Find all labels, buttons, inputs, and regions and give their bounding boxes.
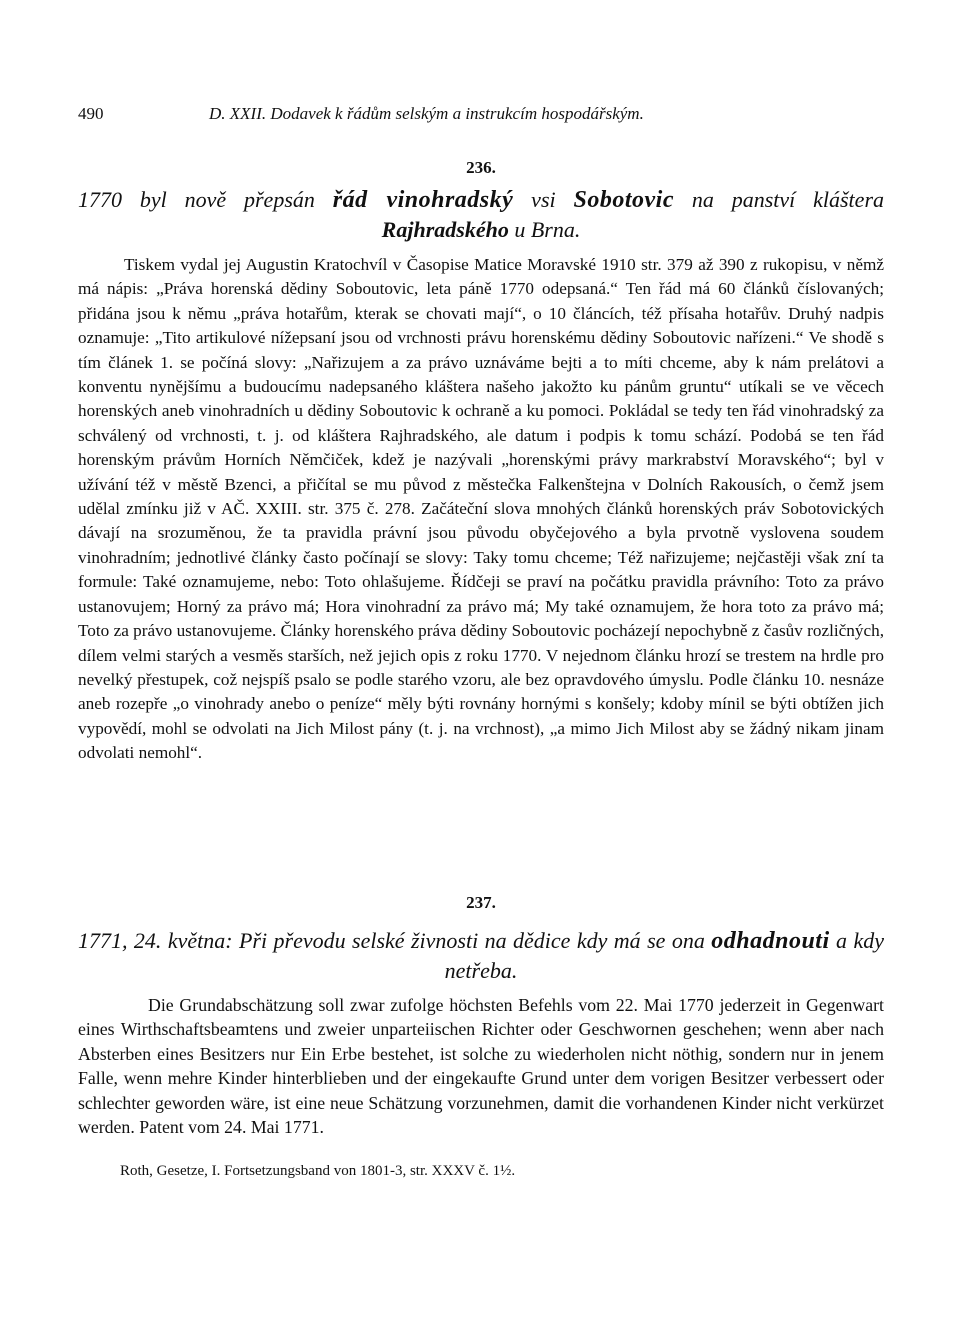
running-title: D. XXII. Dodavek k řádům selským a instrukcím hospodářským. bbox=[209, 104, 644, 123]
section-number-236: 236. bbox=[466, 158, 496, 177]
section-number-237: 237. bbox=[466, 893, 496, 912]
section-heading-236: 1770 byl nově přepsán řád vinohradský vsi Sobotovic na panství kláštera Rajhradského u Brna. bbox=[78, 187, 884, 242]
source-citation: Roth, Gesetze, I. Fortsetzungsband von 1801-3, str. XXXV č. 1½. bbox=[120, 1163, 516, 1179]
section-body-237: Die Grundabschätzung soll zwar zufolge höchsten Befehls vom 22. Mai 1770 jederzeit in Gegenwart eines Wirthschaftsbeamtens und zweier unparteiischen Richter oder Geschwornen geschehen; wenn aber nach Absterben eines Besitzers nur Ein Erbe bestehet, ist solche zu wiederholen nicht nöthig, sondern nur in jenem Falle, wenn mehre Kinder hinterblieben und der eingekaufte Grund unter dem vorigen Besitzer verbessert oder schlechter geworden wäre, ist eine neue Schätzung vorzunehmen, damit die vorhandenen Kinder nicht verkürzet werden. Patent vom 24. Mai 1771. bbox=[78, 995, 884, 1138]
section-body-236: Tiskem vydal jej Augustin Kratochvíl v Časopise Matice Moravské 1910 str. 379 až 390 z rukopisu, v němž má nápis: „Práva horenská dědiny Soboutovic, leta páně 1770 odepsaná.“ Ten řád má 60 článků číslovaných; přidána jsou k němu „práva hotařům, kterak se chovati mají“, o 10 článcích, též přísaha hotařův. Druhý nadpis oznamuje: „Tito artikulové nížepsaní jsou od vrchnosti právu horenskému dědiny Soboutovic nařízeni.“ Ve shodě s tím článek 1. se počíná slovy: „Nařizujem a za právo uznáváme bejti a to míti chceme, aby k nám prelátovi a konventu nynějšímu a budoucímu nadepsaného kláštera našeho jakožto ku pánům gruntu“ utíkali se ve věcech horenských aneb vinohradních u dědiny Soboutovic k ochraně a ku pomoci. Pokládal se tedy ten řád vinohradský za schválený od vrchnosti, t. j. od kláštera Rajhradského, ale datum i podpis k tomu schází. Podobá se ten řád horenským právům Horních Němčiček, kdež je nazývali „horenskými právy markrabství Moravského“; byl v užívání též v městě Bzenci, a přičítal se mu původ z městečka Falkenštejna v Dolních Rakousích, o čemž jsem udělal zmínku již v AČ. XXIII. str. 375 č. 278. Začáteční slova mnohých článků horenských práv Sobotovických dávají na srozuměnou, že ta pravidla právní jsou původu obyčejového a byla prvotně vyslovena soudem vinohradním; jednotlivé články často počínají se slovy: Taky tomu chceme; Též nařizujeme; nejčastěji však zní ta formule: Také oznamujeme, nebo: Toto ohlašujeme. Řídčeji se praví na počátku pravidla právního: Toto za právo ustanovujem; Horný za právo má; Hora vinohradní za právo má; My také oznamujem, že hora toto za právo má; Toto za právo ustanovujeme. Články horenského práva dědiny Soboutovic pocházejí nepochybně z časův rozličných, dílem velmi starých a vesměs starších, než jejich opis z roku 1770. V nejednom článku hrozí se trestem na hrdle pro nevelký přestupek, což nejspíš psalo se podle starého vzoru, ale bez opravdového úmyslu. Podle článku 10. nesnáze aneb rozepře „o vinohrady anebo o peníze“ měly býti rovnány hornými s konšely; kdoby mínil se býti obtížen jich vypovědí, mohl se odvolati na Jich Milost pány (t. j. na vrchnost), „a mimo Jich Milost aby se žádný nikam jinam odvolati nemohl“. bbox=[78, 255, 884, 763]
section-heading-237: 1771, 24. května: Při převodu selské živnosti na dědice kdy má se ona odhadnouti a kdy netřeba. bbox=[78, 928, 885, 983]
running-head bbox=[78, 104, 884, 128]
page-number: 490 bbox=[78, 104, 104, 123]
